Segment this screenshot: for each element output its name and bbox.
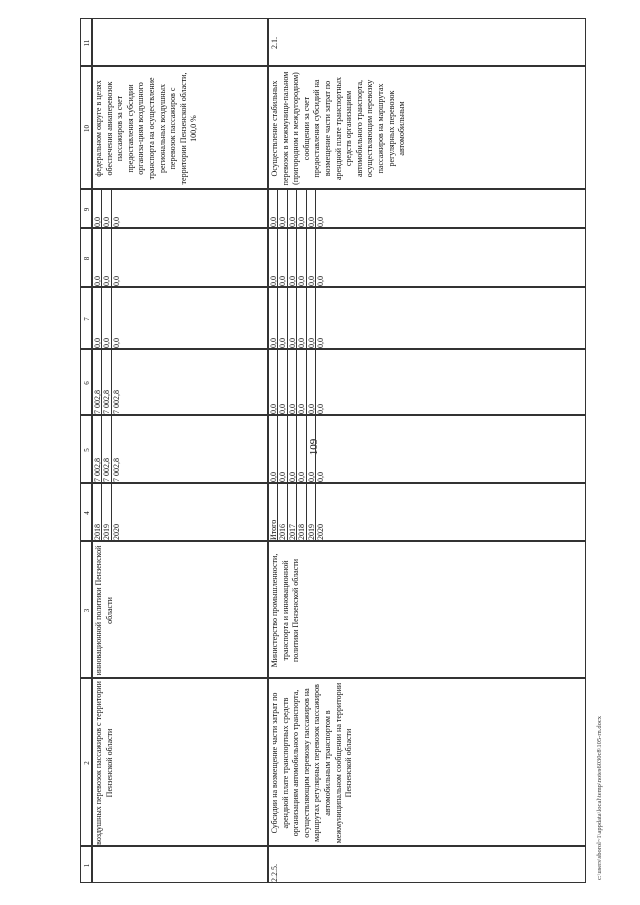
header-cell bbox=[80, 287, 92, 349]
table-cell: инновационной политики Пензенской области bbox=[92, 541, 268, 678]
value-subcell: Итого bbox=[269, 484, 278, 541]
value-subcell: 0,0 bbox=[288, 190, 297, 228]
value-subcell: 0,0 bbox=[102, 288, 111, 349]
table-cell bbox=[268, 189, 586, 228]
header-cell-label: 5 bbox=[83, 448, 91, 452]
table-cell: Осуществление стабильных перевозок в межмуници-пальном (пригородном и междугородном) сообщении за счет предоставления субсидий на возмещение части затрат по арендной плате транспортных средств организациям автомобильного транспорта, осуществляющим перевозку пассажиров на маршрутах регулярных перевозок автомобильным bbox=[268, 66, 586, 189]
value-subcell: 0,0 bbox=[278, 190, 287, 228]
value-subcell: 0,0 bbox=[269, 229, 278, 287]
value-subcell: 0,0 bbox=[269, 190, 278, 228]
table-cell bbox=[92, 18, 268, 66]
header-cell bbox=[80, 18, 92, 66]
value-subcell: 0,0 bbox=[297, 350, 306, 415]
table-cell: 2.2.5. bbox=[268, 846, 586, 883]
header-cell bbox=[80, 846, 92, 883]
table-cell bbox=[268, 228, 586, 287]
header-cell bbox=[80, 349, 92, 415]
value-subcell: 0,0 bbox=[316, 276, 325, 286]
table-cell: Субсидии на возмещение части затрат по арендной плате транспортных средств организациям автомобильного транспорта, осуществляющим перевозку пассажиров на маршрутах регулярных перевозок пассажиров автомобильным транспортом в межмуниципальном сообщении на территории Пензенской области bbox=[268, 678, 586, 846]
table-cell bbox=[92, 483, 268, 541]
value-subcell: 0,0 bbox=[288, 350, 297, 415]
value-subcell: 0,0 bbox=[278, 229, 287, 287]
value-subcell: 7 002,8 bbox=[111, 390, 121, 414]
table-cell bbox=[92, 287, 268, 349]
value-subcell: 7 002,8 bbox=[102, 350, 111, 415]
value-subcell: 7 002,8 bbox=[111, 458, 121, 482]
value-subcell: 0,0 bbox=[93, 288, 102, 349]
value-subcell: 2017 bbox=[288, 484, 297, 541]
value-subcell: 0,0 bbox=[278, 350, 287, 415]
value-subcell: 0,0 bbox=[307, 288, 316, 349]
value-subcell: 0,0 bbox=[278, 288, 287, 349]
table-cell: воздушных перевозок пассажиров с территории Пензенской области bbox=[92, 678, 268, 846]
value-subcell: 0,0 bbox=[111, 276, 121, 286]
table-cell bbox=[92, 349, 268, 415]
table-cell: Министерство промышленности, транспорта и инновационной политики Пензенской области bbox=[268, 541, 586, 678]
value-subcell: 0,0 bbox=[307, 350, 316, 415]
header-cell-label: 1 bbox=[83, 863, 91, 868]
footer-path: c:\users\sborol~1\appdata\local\temp\notes6030c8\105-rn.docx bbox=[596, 716, 603, 880]
header-cell bbox=[80, 66, 92, 189]
header-cell-label: 7 bbox=[83, 317, 91, 321]
value-subcell: 0,0 bbox=[93, 229, 102, 287]
header-cell-label: 3 bbox=[83, 608, 91, 613]
value-subcell: 0,0 bbox=[316, 404, 325, 414]
value-subcell: 0,0 bbox=[93, 190, 102, 228]
value-subcell: 0,0 bbox=[316, 472, 325, 482]
value-subcell: 2020 bbox=[316, 524, 325, 540]
header-cell-label: 10 bbox=[83, 125, 91, 132]
table-cell bbox=[92, 846, 268, 883]
value-subcell: 0,0 bbox=[297, 416, 306, 483]
table-cell bbox=[268, 349, 586, 415]
table-cell bbox=[268, 483, 586, 541]
table-cell bbox=[92, 228, 268, 287]
value-subcell: 7 002,8 bbox=[93, 350, 102, 415]
header-cell bbox=[80, 415, 92, 483]
value-subcell: 0,0 bbox=[316, 217, 325, 227]
header-cell bbox=[80, 541, 92, 678]
value-subcell: 2018 bbox=[297, 484, 306, 541]
value-subcell: 0,0 bbox=[307, 416, 316, 483]
value-subcell: 0,0 bbox=[297, 229, 306, 287]
table-cell bbox=[268, 287, 586, 349]
value-subcell: 2016 bbox=[278, 484, 287, 541]
table-cell bbox=[268, 415, 586, 483]
header-cell bbox=[80, 483, 92, 541]
value-subcell: 0,0 bbox=[269, 416, 278, 483]
value-subcell: 0,0 bbox=[307, 229, 316, 287]
header-cell bbox=[80, 228, 92, 287]
header-cell-label: 6 bbox=[83, 381, 91, 385]
header-cell bbox=[80, 678, 92, 846]
header-cell bbox=[80, 189, 92, 228]
table-cell: федеральном округе в целях обеспечения авиаперевозок пассажиров за счет предоставления субсидии организа-циям воздушного транспорта на осуществление региональных воздушных перевозок пассажиров с территории Пензенской области, 100,0 % bbox=[92, 66, 268, 189]
header-cell-label: 2 bbox=[83, 761, 91, 765]
value-subcell: 0,0 bbox=[111, 217, 121, 227]
value-subcell: 0,0 bbox=[297, 190, 306, 228]
value-subcell: 0,0 bbox=[288, 229, 297, 287]
value-subcell: 7 002,8 bbox=[93, 416, 102, 483]
table-cell bbox=[92, 415, 268, 483]
value-subcell: 7 002,8 bbox=[102, 416, 111, 483]
value-subcell: 0,0 bbox=[102, 229, 111, 287]
value-subcell: 0,0 bbox=[102, 190, 111, 228]
value-subcell: 0,0 bbox=[111, 338, 121, 348]
value-subcell: 0,0 bbox=[307, 190, 316, 228]
value-subcell: 0,0 bbox=[288, 288, 297, 349]
header-cell-label: 8 bbox=[83, 256, 91, 261]
value-subcell: 0,0 bbox=[278, 416, 287, 483]
value-subcell: 0,0 bbox=[288, 416, 297, 483]
value-subcell: 0,0 bbox=[297, 288, 306, 349]
value-subcell: 0,0 bbox=[269, 288, 278, 349]
table-cell bbox=[92, 189, 268, 228]
header-cell-label: 9 bbox=[83, 207, 91, 212]
value-subcell: 2019 bbox=[307, 484, 316, 541]
value-subcell: 2018 bbox=[93, 484, 102, 541]
header-cell-label: 4 bbox=[83, 511, 91, 515]
value-subcell: 0,0 bbox=[316, 338, 325, 348]
value-subcell: 2020 bbox=[111, 524, 121, 540]
page-number: 109 bbox=[308, 438, 320, 456]
value-subcell: 2019 bbox=[102, 484, 111, 541]
header-cell-label: 11 bbox=[83, 39, 91, 47]
table-cell: 2.1. bbox=[268, 18, 586, 66]
value-subcell: 0,0 bbox=[269, 350, 278, 415]
